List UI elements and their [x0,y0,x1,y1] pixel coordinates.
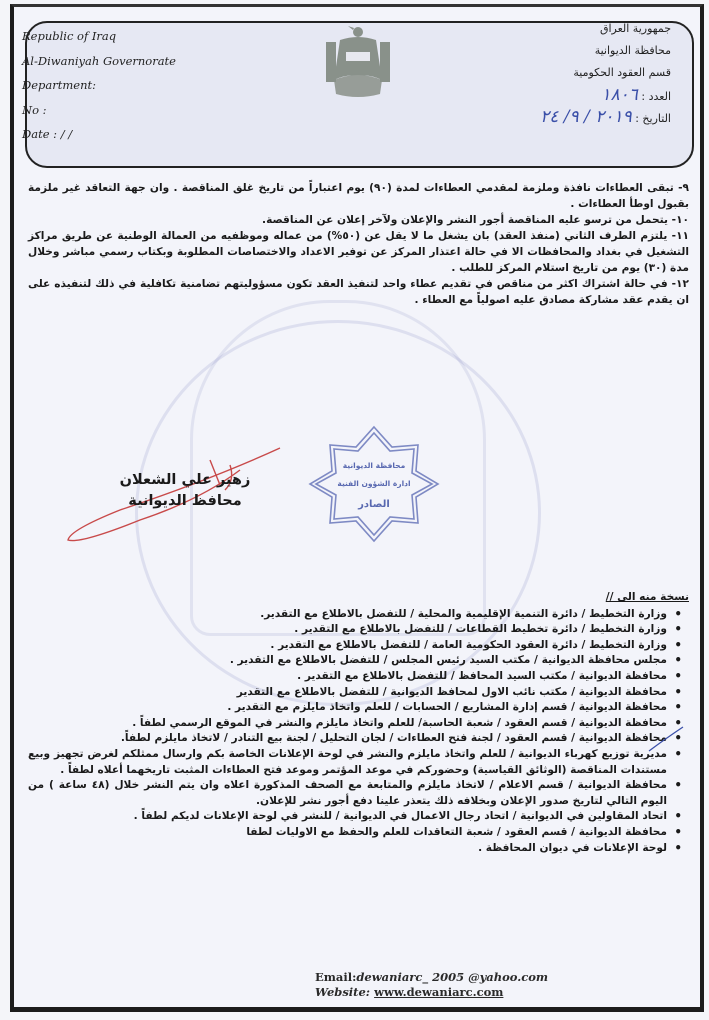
clause-text: يتحمل من ترسو عليه المناقصة أجور النشر والإعلان ولآخر إعلان عن المناقصة. [262,214,668,226]
copies-list [28,590,689,856]
signatory-title: محافظ الديوانية [128,493,242,509]
copies-title: نسخة منه الى // [605,591,689,603]
clause-9 [28,180,689,212]
official-stamp [300,425,448,543]
date-label-en: Date : / / [22,127,73,141]
list-item: • وزارة التخطيط / دائرة تخطيط القطاعات / للتفضل بالاطلاع مع التقدير . [28,622,667,638]
number-value: ١٨٠٦ [601,85,638,105]
list-item: • محافظة الديوانية / قسم العقود / لجنة فتح العطاءات / لجان التحليل / لجنة بيع التنادر / لاتخاذ مايلزم لطفاً. [28,731,667,747]
website-row [315,985,548,1000]
list-item: • وزارة التخطيط / دائرة العقود الحكومية العامة / للتفضل بالاطلاع مع التقدير . [28,638,667,654]
checkmark-icon [645,725,685,755]
clause-11 [28,228,689,276]
date-row [540,106,671,128]
governorate-label-ar: محافظة الديوانية [594,44,671,57]
stamp-line-2: ادارة الشؤون الفنية [337,479,411,488]
letterhead-arabic [540,18,671,128]
list-item: • محافظة الديوانية / مكتب نائب الاول لمحافظ الديوانية / للتفضل بالاطلاع مع التقدير [28,685,667,701]
republic-label-ar: جمهورية العراق [599,22,671,35]
list-item: • محافظة الديوانية / قسم العقود / شعبة التعاقدات للعلم والحفظ مع الاوليات لطفا [28,825,667,841]
clause-text: يلتزم الطرف الثاني (منفذ العقد) بان يشغل ما لا يقل عن (٥٠%) من عماله وموظفيه من العمالة الوطنية عن طريق مراكز التشغيل في بغداد والمحافظات الا في حالة اعتذار المركز عن توفير الاعداد والاختصاصات المطلوبة وبكتاب رسمي مباشر وخلال مدة (٣٠) يوم من تاريخ استلام المركز للطلب . [28,230,689,274]
list-item: • مجلس محافظة الديوانية / مكتب السيد رئيس المجلس / للتفضل بالاطلاع مع التقدير . [28,653,667,669]
email-link[interactable]: dewaniarc_ 2005 @yahoo.com [356,970,549,984]
signature-block [105,470,265,512]
tender-clauses [28,180,689,308]
number-label-en: No : [22,102,47,117]
contact-footer [315,970,548,1000]
clause-10 [28,212,689,228]
list-item: • محافظة الديوانية / قسم العقود / شعبة الحاسبة/ للعلم واتخاذ مايلزم والنشر في الموقع الرسمي لطفاً . [28,716,667,732]
list-item: • محافظة الديوانية / قسم إدارة المشاريع / الحسابات / للعلم واتخاذ مايلزم مع التقدير . [28,700,667,716]
number-label-ar: العدد : [641,90,671,103]
email-label: Email: [315,970,357,984]
republic-label: Republic of Iraq [22,29,117,43]
date-label-ar: التاريخ : [635,112,671,125]
department-label: Department: [22,78,96,92]
number-row [540,84,671,106]
clause-12 [28,276,689,308]
letterhead-english [22,24,176,147]
governorate-label: Al-Diwaniyah Governorate [22,53,176,68]
copies-recipients [28,607,689,857]
list-item: • محافظة الديوانية / مكتب السيد المحافظ / للتفضل بالاطلاع مع التقدير . [28,669,667,685]
clause-text: في حالة اشتراك اكثر من مناقص في تقديم عطاء واحد لتنفيذ العقد تكون مسؤوليتهم تضامنية تكافلية في ذلك لتنفيذه على ان يقدم عقد مشاركة مصادق عليه اصولياً مع العطاء . [28,278,689,306]
email-row [315,970,548,985]
list-item: • لوحة الإعلانات في ديوان المحافظة . [28,841,667,857]
footer-divider [10,1007,704,1012]
department-label-ar: قسم العقود الحكومية [573,66,671,79]
list-item: • مديرية توزيع كهرباء الديوانية / للعلم واتخاذ مايلزم والنشر في لوحة الإعلانات الخاصة بكم وارسال ممثلكم لغرض تجهيز وبيع مستندات المناقصة (الوثائق القياسية) وحضوركم في موعد المؤتمر وموعد فتح العطاءات المثبت تاريخهما أعلاه لطفاً . [28,747,667,778]
list-item: • محافظة الديوانية / قسم الاعلام / لاتخاذ مايلزم والمتابعة مع الصحف المذكورة اعلاه وان يتم النشر خلال (٤٨ ساعة ) من اليوم التالي لتاريخ صدور الإعلان وبخلافه ذلك يتعذر علينا دفع أجور نشر للإعلان. [28,778,667,809]
list-item: • وزارة التخطيط / دائرة التنمية الإقليمية والمحلية / للتفضل بالاطلاع مع التقدير. [28,607,667,623]
clause-text: تبقى العطاءات نافذة وملزمة لمقدمي العطاءات لمدة (٩٠) يوم اعتباراً من تاريخ غلق المناقصة . وان جهة التعاقد غير ملزمة بقبول اوطأ العطاءات . [28,182,689,210]
clause-number: ٩- [678,182,690,194]
stamp-line-1: محافظة الديوانية [342,461,406,470]
clause-number: ١١- [671,230,689,242]
website-link[interactable]: www.dewaniarc.com [374,985,504,999]
website-label: Website: [315,985,371,999]
stamp-line-3: الصادر [358,499,390,510]
iraq-eagle-emblem-icon [320,20,396,102]
list-item: • اتحاد المقاولين في الديوانية / اتحاد رجال الاعمال في الديوانية / للنشر في لوحة الإعلانات لديكم لطفاً . [28,809,667,825]
date-value: ٢٠١٩ / ٩/ ٢٤ [540,107,632,127]
clause-number: ١٢- [671,278,689,290]
signatory-name: زهير علي الشعلان [119,472,251,488]
clause-number: ١٠- [671,214,689,226]
